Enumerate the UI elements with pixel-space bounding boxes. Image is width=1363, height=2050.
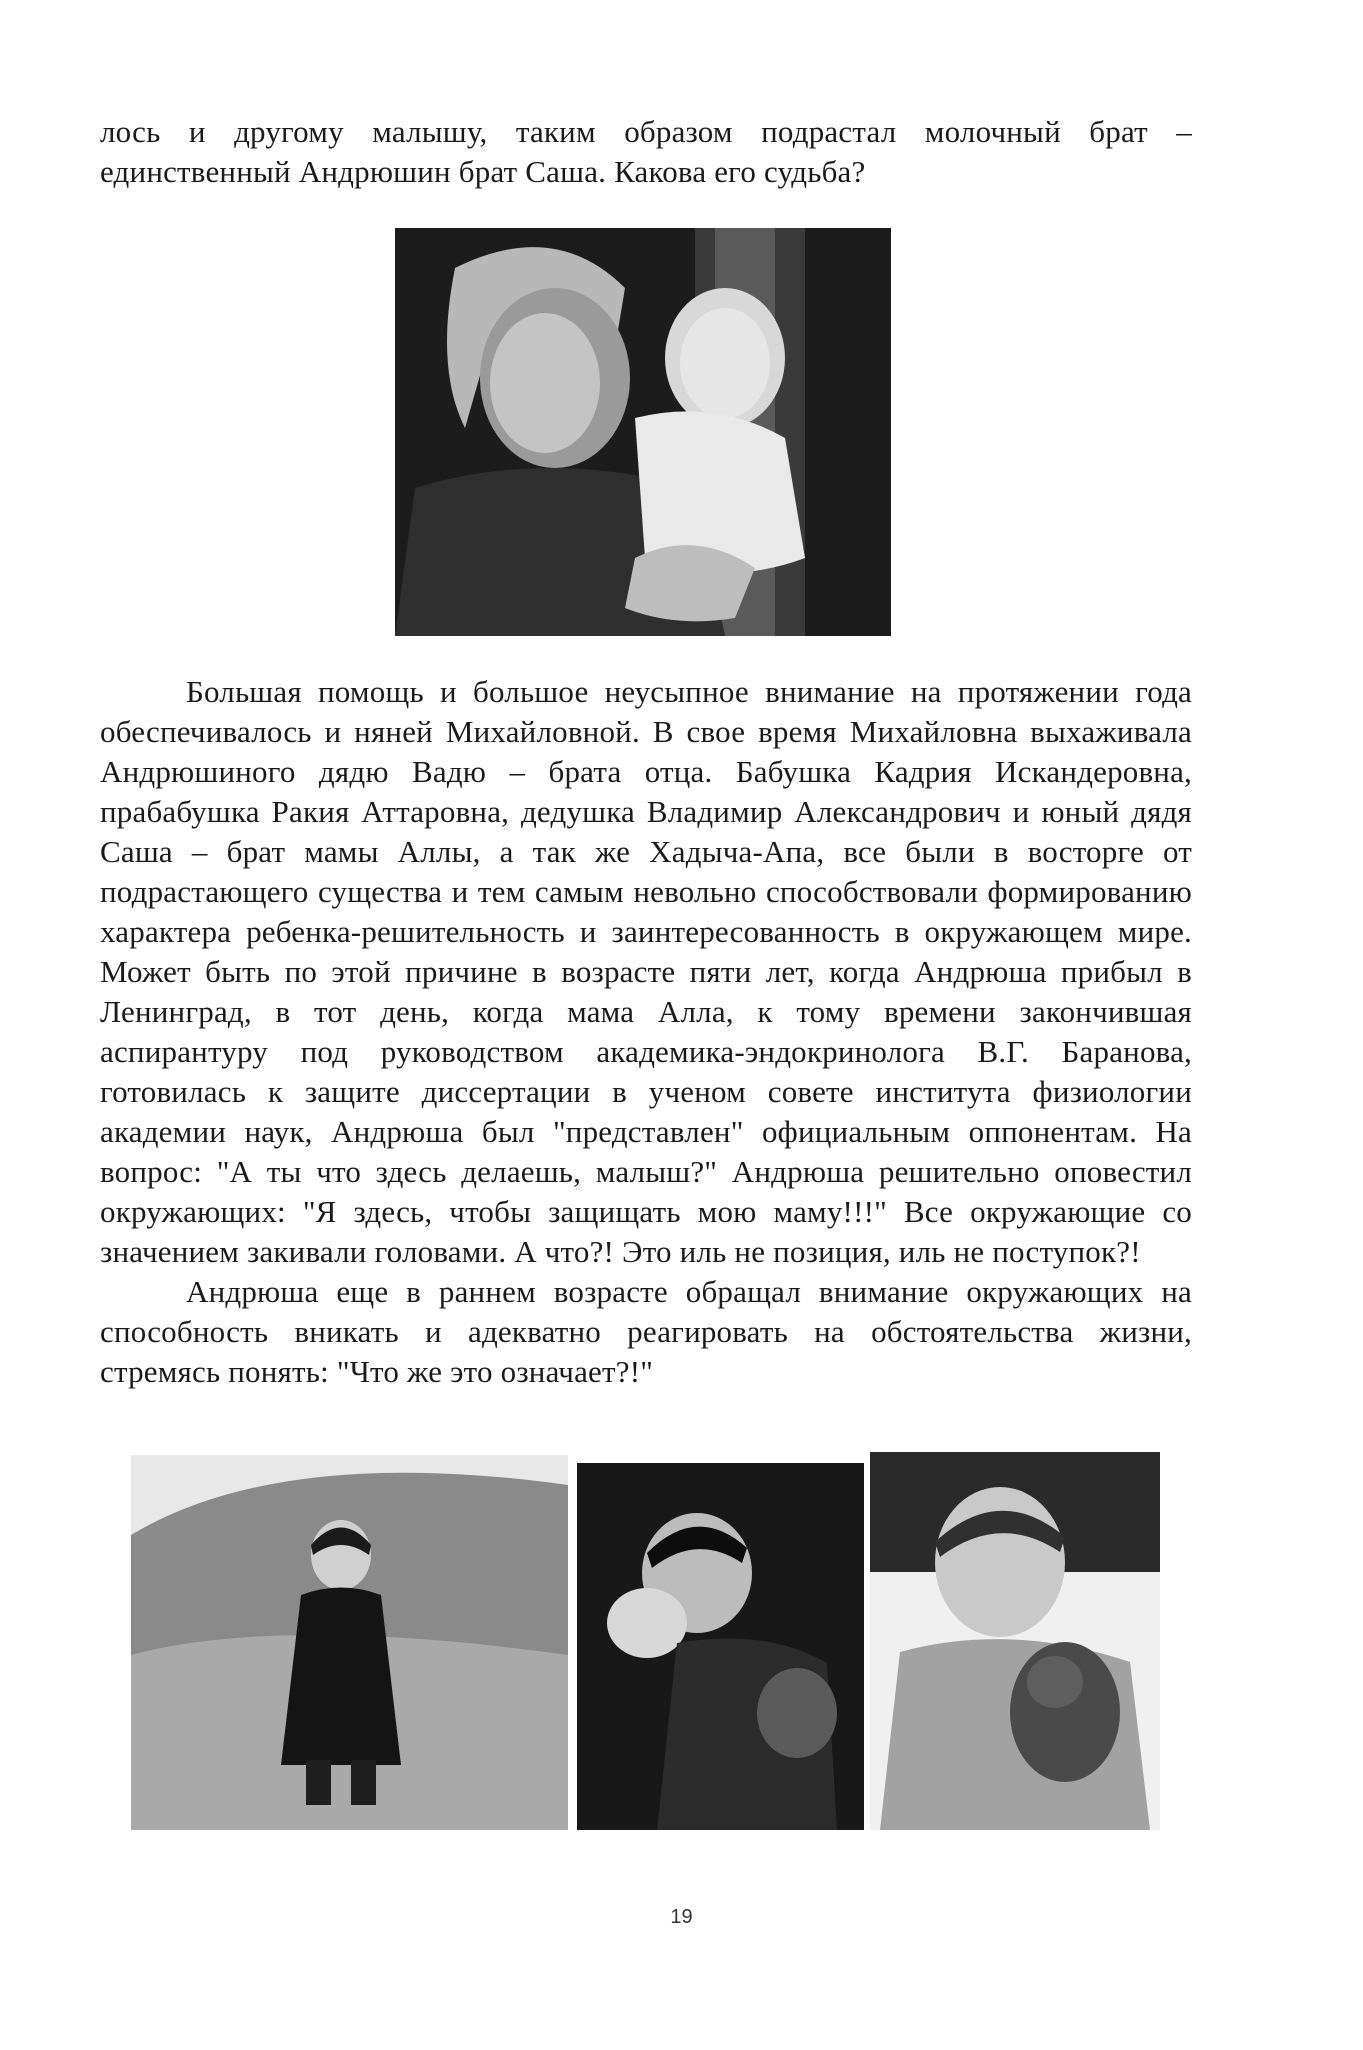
page-number: 19 bbox=[670, 1906, 693, 1928]
photo-boy-with-pet bbox=[870, 1452, 1160, 1830]
photo-child-by-wall bbox=[131, 1455, 568, 1830]
intro-paragraph: лось и другому малышу, таким образом подрастал молочный брат – единственный Андрюшин брат Саша. Какова его судьба? bbox=[100, 114, 1192, 189]
paragraph-1: Большая помощь и большое неусыпное внимание на протяжении года обеспечивалось и няней Михайловной. В свое время Михайловна выхаживала Андрюшиного дядю Вадю – брата отца. Бабушка Кадрия Искандеровна, прабабушка Ракия Аттаровна, дедушка Владимир Александрович и юный дядя Саша – брат мамы Аллы, а так же Хадыча-Апа, все были в восторге от подрастающего существа и тем самым невольно способствовали формированию характера ребенка-решительность и заинтересованность в окружающем мире. Может быть по этой причине в возрасте пяти лет, когда Андрюша прибыл в Ленинград, в тот день, когда мама Алла, к тому времени закончившая аспирантуру под руководством академика-эндокринолога В.Г. Баранова, готовилась к защите диссертации в ученом совете института физиологии академии наук, Андрюша был "представлен" официальным оппонентам. На вопрос: "А ты что здесь делаешь, малыш?" Андрюша решительно оповестил окружающих: "Я здесь, чтобы защищать мою маму!!!" Все окружающие со значением закивали головами. А что?! Это иль не позиция, иль не поступок?! bbox=[100, 674, 1192, 1269]
photo-grandmother-with-baby bbox=[395, 228, 891, 636]
main-text bbox=[100, 672, 1192, 1392]
paragraph-2: Андрюша еще в раннем возрасте обращал внимание окружающих на способность вникать и адекватно реагировать на обстоятельства жизни, стремясь понять: "Что же это означает?!" bbox=[100, 1274, 1192, 1389]
photo-child-with-toy bbox=[577, 1463, 864, 1830]
